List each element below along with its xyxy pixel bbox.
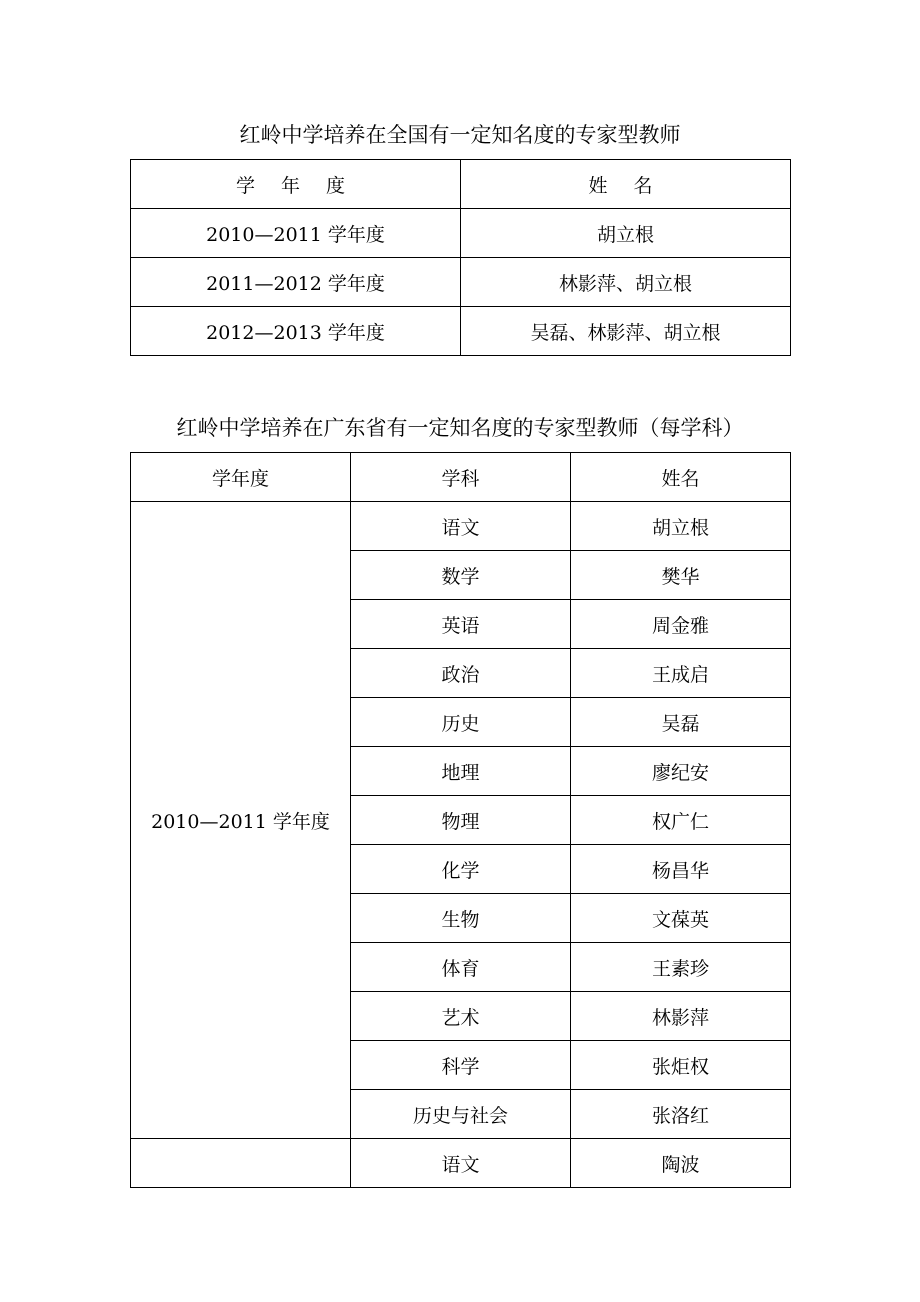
header-subject: 学科: [351, 453, 571, 502]
cell-name: 王成启: [571, 649, 791, 698]
national-experts-table: [130, 159, 791, 356]
table-header-row: [131, 453, 791, 502]
cell-name: 胡立根: [571, 502, 791, 551]
header-name: 姓 名: [461, 160, 791, 209]
cell-year-group: 2010—2011 学年度: [131, 502, 351, 1139]
cell-subject: 生物: [351, 894, 571, 943]
cell-names: 吴磊、林影萍、胡立根: [461, 307, 791, 356]
cell-name: 周金雅: [571, 600, 791, 649]
table-row: [131, 1139, 791, 1188]
cell-name: 权广仁: [571, 796, 791, 845]
cell-subject: 物理: [351, 796, 571, 845]
table2-title: 红岭中学培养在广东省有一定知名度的专家型教师（每学科）: [176, 416, 744, 440]
cell-name: 张洛红: [571, 1090, 791, 1139]
cell-subject: 历史: [351, 698, 571, 747]
cell-names: 胡立根: [461, 209, 791, 258]
cell-names: 林影萍、胡立根: [461, 258, 791, 307]
cell-subject: 数学: [351, 551, 571, 600]
cell-year-group: [131, 1139, 351, 1188]
header-year: 学 年 度: [131, 160, 461, 209]
cell-subject: 体育: [351, 943, 571, 992]
cell-subject: 历史与社会: [351, 1090, 571, 1139]
table1-title: 红岭中学培养在全国有一定知名度的专家型教师: [239, 123, 681, 147]
cell-name: 林影萍: [571, 992, 791, 1041]
cell-name: 杨昌华: [571, 845, 791, 894]
cell-subject: 语文: [351, 502, 571, 551]
cell-year: 2012—2013 学年度: [131, 307, 461, 356]
cell-name: 廖纪安: [571, 747, 791, 796]
table-row: [131, 258, 791, 307]
cell-subject: 化学: [351, 845, 571, 894]
cell-subject: 科学: [351, 1041, 571, 1090]
header-year: 学年度: [131, 453, 351, 502]
cell-subject: 地理: [351, 747, 571, 796]
cell-name: 王素珍: [571, 943, 791, 992]
table-header-row: [131, 160, 791, 209]
table-row: [131, 307, 791, 356]
cell-name: 吴磊: [571, 698, 791, 747]
cell-name: 张炬权: [571, 1041, 791, 1090]
cell-subject: 艺术: [351, 992, 571, 1041]
table-row: [131, 502, 791, 551]
cell-name: 文葆英: [571, 894, 791, 943]
cell-name: 陶波: [571, 1139, 791, 1188]
cell-subject: 英语: [351, 600, 571, 649]
provincial-experts-table: [130, 452, 791, 1188]
cell-subject: 政治: [351, 649, 571, 698]
cell-year: 2011—2012 学年度: [131, 258, 461, 307]
cell-name: 樊华: [571, 551, 791, 600]
header-name: 姓名: [571, 453, 791, 502]
cell-year: 2010—2011 学年度: [131, 209, 461, 258]
cell-subject: 语文: [351, 1139, 571, 1188]
table-row: [131, 209, 791, 258]
